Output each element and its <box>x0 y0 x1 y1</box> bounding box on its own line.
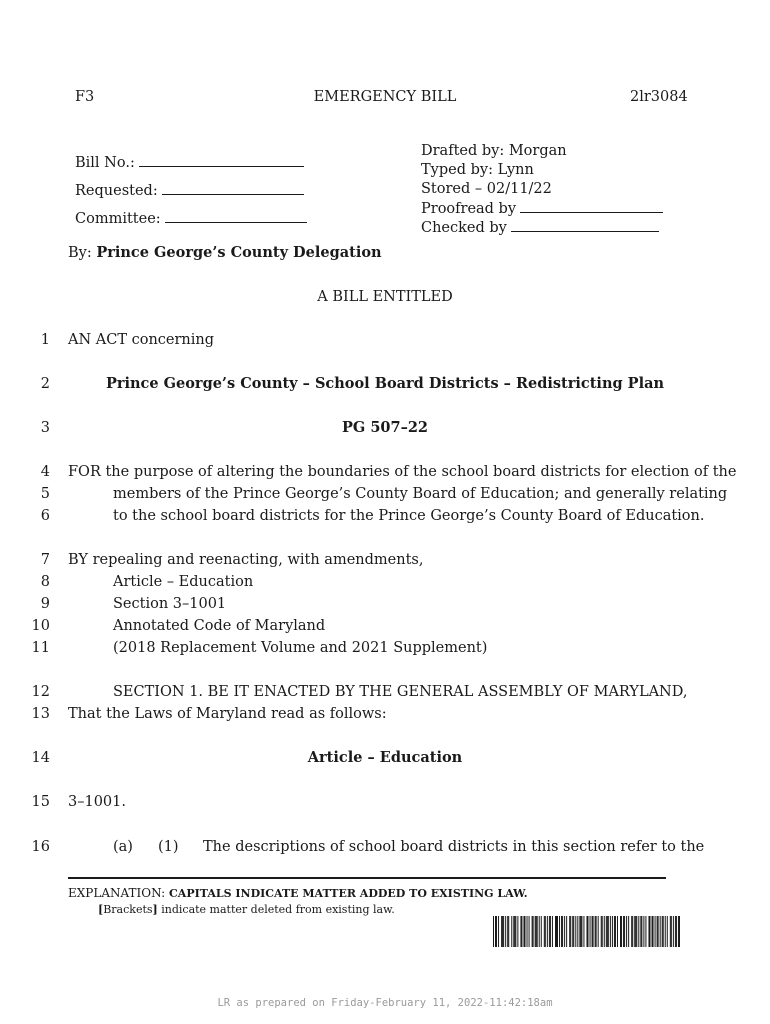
line-number: 5 <box>40 486 50 502</box>
requested-label: Requested: <box>75 183 158 199</box>
checked-label: Checked by <box>421 220 507 236</box>
code-reference: Annotated Code of Maryland <box>113 618 326 634</box>
bracket-close: ] <box>152 903 158 916</box>
stored-date: Stored – 02/11/22 <box>421 181 552 197</box>
line-number: 12 <box>31 684 50 700</box>
requested-blank <box>162 180 304 195</box>
bill-subject-title: Prince George’s County – School Board Districts – Redistricting Plan <box>105 375 665 392</box>
line-number: 3 <box>40 420 50 436</box>
repeal-line: BY repealing and reenacting, with amendments, <box>68 552 424 568</box>
sponsor-name: Prince George’s County Delegation <box>96 244 382 261</box>
volume-reference: (2018 Replacement Volume and 2021 Supplement) <box>113 640 488 656</box>
line-number: 6 <box>40 508 50 524</box>
purpose-line: to the school board districts for the Prince George’s County Board of Education. <box>113 508 705 524</box>
line-number: 15 <box>31 794 50 810</box>
sponsor-prefix: By: <box>68 245 92 261</box>
committee-label: Committee: <box>75 211 161 227</box>
line-number: 10 <box>31 618 50 634</box>
bill-no-label: Bill No.: <box>75 155 135 171</box>
enacting-clause: SECTION 1. BE IT ENACTED BY THE GENERAL ASSEMBLY OF MARYLAND, <box>113 684 688 700</box>
line-number: 16 <box>31 839 50 855</box>
requested-field <box>75 180 304 200</box>
line-number: 4 <box>40 464 50 480</box>
act-concerning: AN ACT concerning <box>68 332 215 348</box>
barcode-image <box>493 916 680 947</box>
proofread-field <box>421 198 663 218</box>
bill-no-blank <box>139 152 304 167</box>
bill-identifier: 2lr3084 <box>630 89 688 105</box>
brackets-word: Brackets <box>103 903 153 916</box>
line-number: 2 <box>40 376 50 392</box>
line-number: 14 <box>31 750 50 766</box>
line-number: 11 <box>31 640 50 656</box>
capitals-note: CAPITALS INDICATE MATTER ADDED TO EXISTING LAW. <box>169 887 528 900</box>
purpose-line: FOR the purpose of altering the boundaries of the school board districts for election of the <box>68 464 737 480</box>
bill-local-number: PG 507–22 <box>341 419 429 436</box>
bracket-open: [ <box>98 903 104 916</box>
line-number: 9 <box>40 596 50 612</box>
line-number: 13 <box>31 706 50 722</box>
article-heading: Article – Education <box>307 749 463 766</box>
brackets-note: indicate matter deleted from existing law. <box>157 903 395 916</box>
typed-by: Typed by: Lynn <box>421 162 534 178</box>
bill-type-title: EMERGENCY BILL <box>313 89 457 105</box>
article-reference: Article – Education <box>113 574 254 590</box>
bill-no-field <box>75 152 304 172</box>
checked-field <box>421 217 659 237</box>
section-reference: Section 3–1001 <box>113 596 227 612</box>
section-text: The descriptions of school board districts in this section refer to the <box>203 839 705 855</box>
enacting-clause-cont: That the Laws of Maryland read as follows: <box>68 706 387 722</box>
proofread-label: Proofread by <box>421 201 517 217</box>
paragraph-1: (1) <box>158 839 179 855</box>
section-number: 3–1001. <box>68 794 126 810</box>
line-number: 8 <box>40 574 50 590</box>
explanation-label: EXPLANATION: <box>68 886 166 900</box>
subsection-a: (a) <box>113 839 133 855</box>
proofread-blank <box>520 198 663 213</box>
committee-field <box>75 208 307 228</box>
subject-code: F3 <box>75 89 95 105</box>
prepared-timestamp: LR as prepared on Friday-February 11, 2022-11:42:18am <box>217 997 553 1009</box>
purpose-line: members of the Prince George’s County Board of Education; and generally relating <box>113 486 728 502</box>
drafted-by: Drafted by: Morgan <box>421 143 567 159</box>
line-number: 7 <box>40 552 50 568</box>
line-number: 1 <box>40 332 50 348</box>
sponsor-line <box>68 244 382 262</box>
explanation-divider <box>68 877 666 879</box>
bill-entitled-heading: A BILL ENTITLED <box>317 289 453 305</box>
brackets-line <box>98 901 395 919</box>
committee-blank <box>165 208 307 223</box>
checked-blank <box>511 217 659 232</box>
